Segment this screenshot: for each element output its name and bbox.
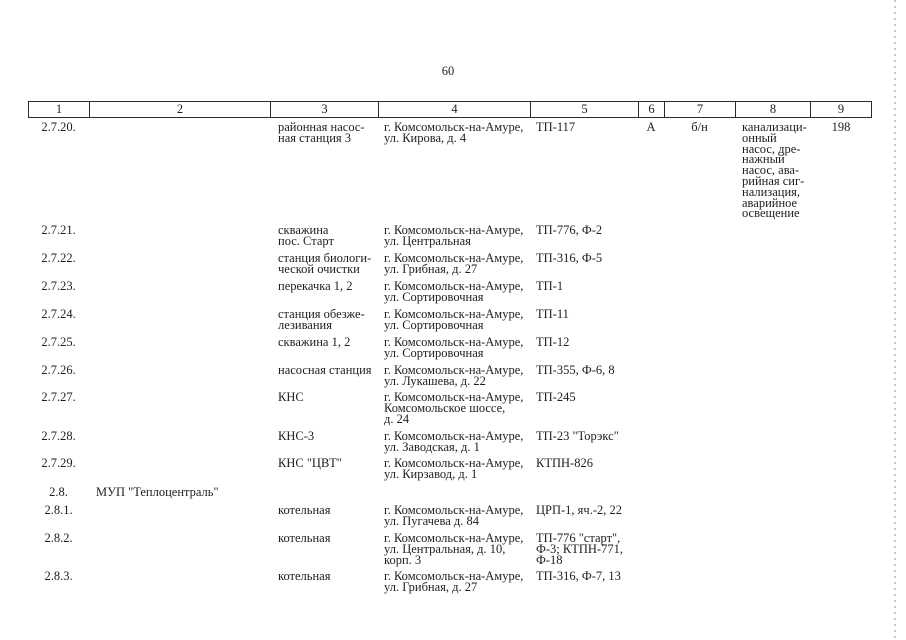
table-row bbox=[0, 569, 906, 594]
cell-number: 2.8.2. bbox=[44, 531, 73, 545]
cell-col6: А bbox=[646, 120, 656, 134]
cell-number: 2.7.21. bbox=[41, 223, 76, 237]
cell-number: 2.8. bbox=[49, 485, 68, 499]
cell-number: 2.7.22. bbox=[41, 251, 76, 265]
cell-address: г. Комсомольск-на-Амуре, ул. Центральная, д. 10, корп. 3 bbox=[384, 531, 524, 567]
cell-power-source: ТП-316, Ф-7, 13 bbox=[536, 569, 621, 583]
header-cell-2: 2 bbox=[89, 102, 270, 117]
cell-object: котельная bbox=[278, 569, 331, 583]
cell-object: перекачка 1, 2 bbox=[278, 279, 353, 293]
cell-address: г. Комсомольск-на-Амуре, ул. Центральная bbox=[384, 223, 524, 248]
cell-address: г. Комсомольск-на-Амуре, ул. Кирова, д. 4 bbox=[384, 120, 524, 145]
table-row bbox=[0, 503, 906, 528]
cell-address: г. Комсомольск-на-Амуре, ул. Лукашева, д. 22 bbox=[384, 363, 524, 388]
table-row bbox=[0, 223, 906, 248]
cell-object: котельная bbox=[278, 503, 331, 517]
page-number: 60 bbox=[441, 64, 455, 78]
cell-address: г. Комсомольск-на-Амуре, ул. Пугачева д. 84 bbox=[384, 503, 524, 528]
scan-edge-marks bbox=[894, 0, 896, 640]
cell-power-source: ТП-12 bbox=[536, 335, 570, 349]
cell-col9: 198 bbox=[831, 120, 851, 134]
header-cell-9: 9 bbox=[810, 102, 872, 117]
cell-power-source: ТП-11 bbox=[536, 307, 569, 321]
cell-power-source: ТП-117 bbox=[536, 120, 576, 134]
cell-power-source: ТП-245 bbox=[536, 390, 576, 404]
cell-object: котельная bbox=[278, 531, 331, 545]
table-header-row bbox=[28, 101, 872, 118]
table-row bbox=[0, 335, 906, 360]
cell-number: 2.7.25. bbox=[41, 335, 76, 349]
cell-number: 2.7.24. bbox=[41, 307, 76, 321]
header-cell-5: 5 bbox=[530, 102, 638, 117]
header-cell-6: 6 bbox=[638, 102, 664, 117]
cell-number: 2.7.29. bbox=[41, 456, 76, 470]
table-row bbox=[0, 279, 906, 304]
cell-number: 2.8.1. bbox=[44, 503, 73, 517]
cell-address: г. Комсомольск-на-Амуре, Комсомольское шоссе, д. 24 bbox=[384, 390, 524, 426]
table-row bbox=[0, 485, 906, 499]
cell-power-source: ЦРП-1, яч.-2, 22 bbox=[536, 503, 622, 517]
header-cell-8: 8 bbox=[735, 102, 810, 117]
table-row bbox=[0, 390, 906, 426]
table-row bbox=[0, 531, 906, 567]
header-cell-7: 7 bbox=[664, 102, 735, 117]
cell-address: г. Комсомольск-на-Амуре, ул. Сортировочная bbox=[384, 335, 524, 360]
header-cell-3: 3 bbox=[270, 102, 378, 117]
cell-number: 2.7.23. bbox=[41, 279, 76, 293]
cell-power-source: ТП-316, Ф-5 bbox=[536, 251, 603, 265]
cell-power-source: ТП-776 "старт", Ф-3; КТПН-771, Ф-18 bbox=[536, 531, 623, 567]
header-cell-4: 4 bbox=[378, 102, 530, 117]
cell-power-source: ТП-23 "Торэкс" bbox=[536, 429, 619, 443]
header-cell-1: 1 bbox=[28, 102, 89, 117]
table-row bbox=[0, 251, 906, 276]
cell-object: скважина пос. Старт bbox=[278, 223, 334, 248]
cell-address: г. Комсомольск-на-Амуре, ул. Заводская, д. 1 bbox=[384, 429, 524, 454]
cell-address: г. Комсомольск-на-Амуре, ул. Сортировочная bbox=[384, 279, 524, 304]
cell-object: КНС bbox=[278, 390, 304, 404]
cell-object: районная насос- ная станция 3 bbox=[278, 120, 365, 145]
table-row bbox=[0, 456, 906, 481]
table-row bbox=[0, 307, 906, 332]
cell-address: г. Комсомольск-на-Амуре, ул. Грибная, д. 27 bbox=[384, 251, 524, 276]
cell-object: КНС-3 bbox=[278, 429, 315, 443]
cell-number: 2.7.27. bbox=[41, 390, 76, 404]
cell-address: г. Комсомольск-на-Амуре, ул. Кирзавод, д. 1 bbox=[384, 456, 524, 481]
table-row bbox=[0, 363, 906, 388]
cell-object: станция биологи- ческой очистки bbox=[278, 251, 372, 276]
cell-col7: б/н bbox=[691, 120, 708, 134]
cell-power-source: ТП-776, Ф-2 bbox=[536, 223, 603, 237]
cell-power-source: КТПН-826 bbox=[536, 456, 593, 470]
table-row bbox=[0, 429, 906, 454]
cell-power-source: ТП-1 bbox=[536, 279, 564, 293]
cell-address: г. Комсомольск-на-Амуре, ул. Сортировочная bbox=[384, 307, 524, 332]
cell-address: г. Комсомольск-на-Амуре, ул. Грибная, д. 27 bbox=[384, 569, 524, 594]
cell-number: 2.8.3. bbox=[44, 569, 73, 583]
cell-object: КНС "ЦВТ" bbox=[278, 456, 342, 470]
cell-number: 2.7.26. bbox=[41, 363, 76, 377]
cell-power-source: ТП-355, Ф-6, 8 bbox=[536, 363, 615, 377]
cell-object: скважина 1, 2 bbox=[278, 335, 351, 349]
cell-object: насосная станция bbox=[278, 363, 372, 377]
cell-equipment: канализаци- онный насос, дре- нажный насос, ава- рийная сиг- нализация, аварийное освещение bbox=[742, 120, 807, 221]
cell-organization: МУП "Теплоцентраль" bbox=[96, 485, 219, 499]
cell-object: станция обезже- лезивания bbox=[278, 307, 365, 332]
cell-number: 2.7.20. bbox=[41, 120, 76, 134]
cell-number: 2.7.28. bbox=[41, 429, 76, 443]
table-row bbox=[0, 120, 906, 221]
